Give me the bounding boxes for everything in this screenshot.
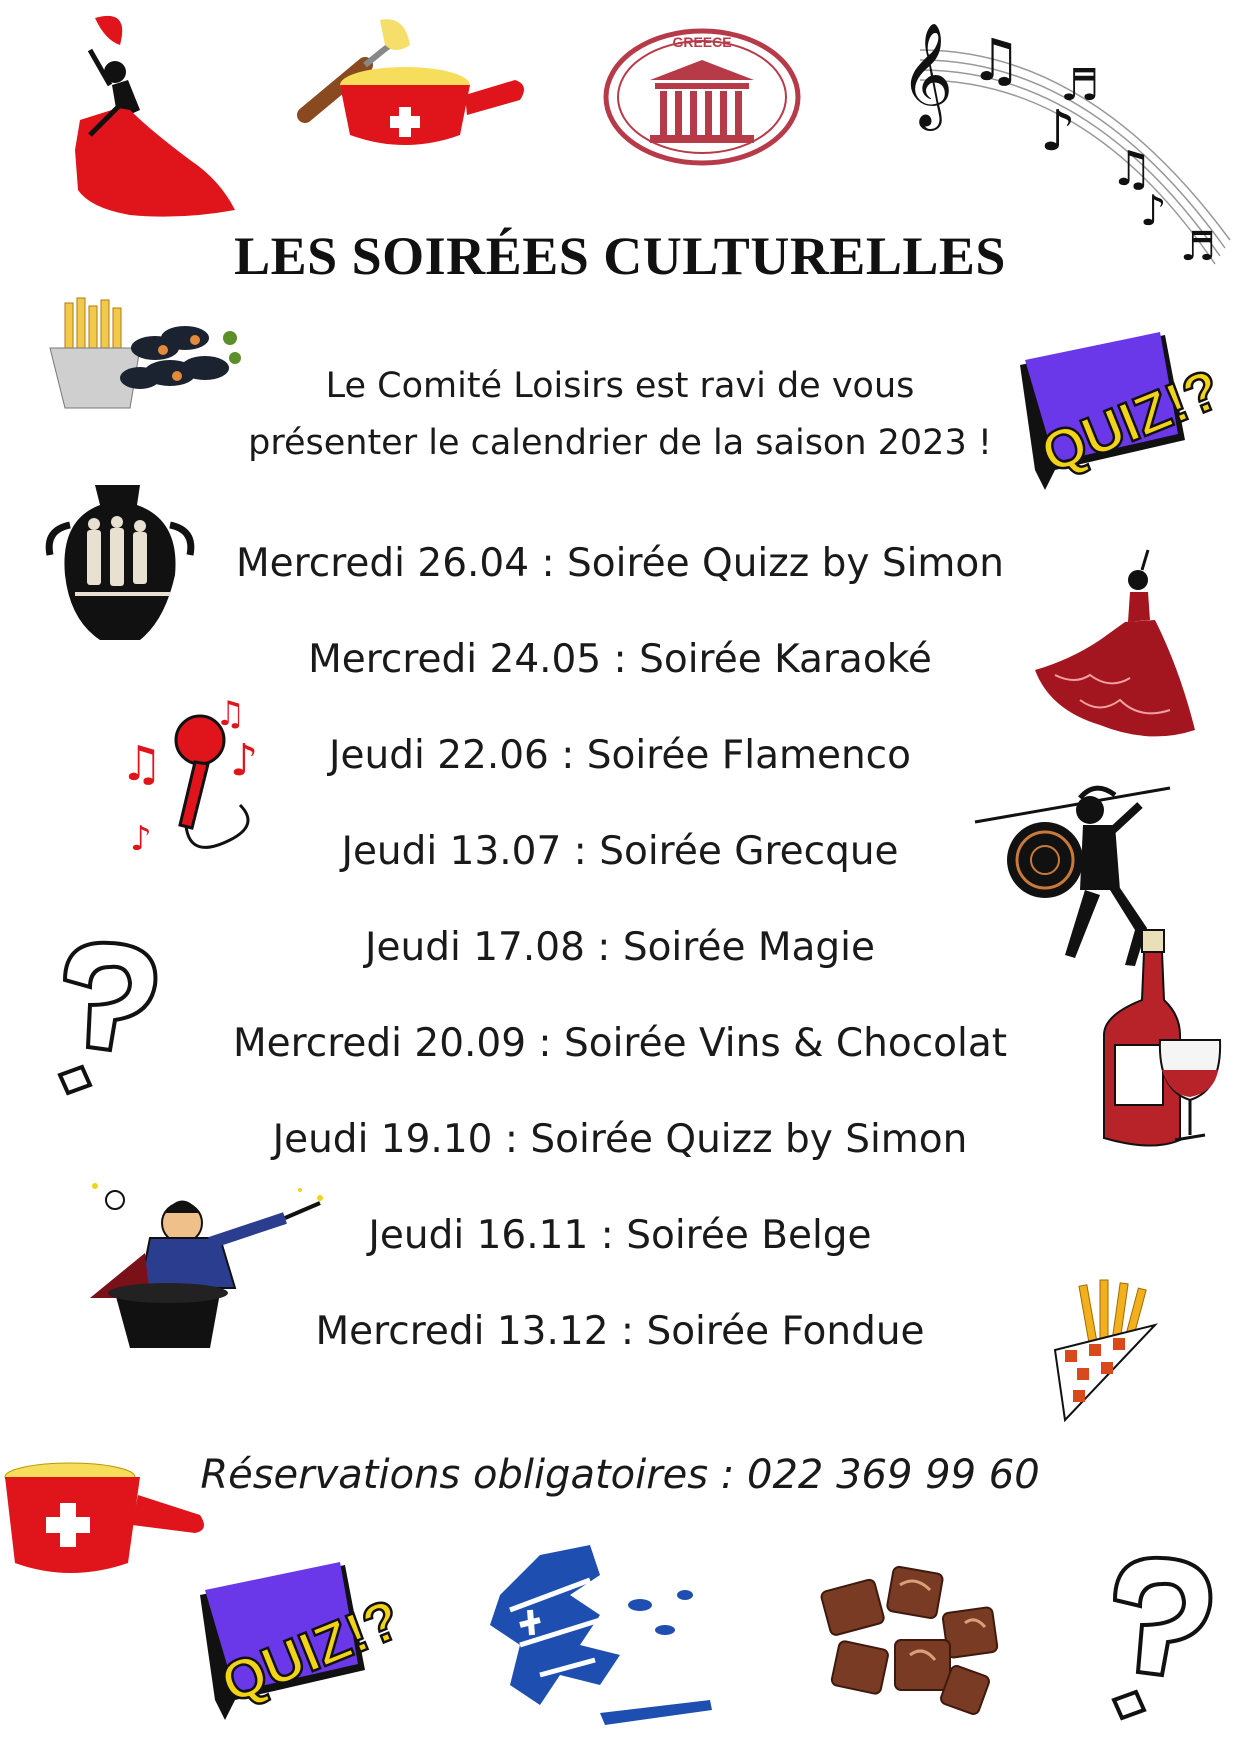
quiz-badge-icon	[1015, 330, 1229, 490]
event-item: Jeudi 16.11 : Soirée Belge	[368, 1213, 872, 1258]
event-item: Mercredi 13.12 : Soirée Fondue	[315, 1309, 925, 1354]
stamp-label: GREECE	[672, 34, 732, 50]
music-notes-icon	[890, 10, 1240, 280]
svg-text:♫: ♫	[215, 694, 246, 734]
intro-line: présenter le calendrier de la saison 2023 !	[248, 423, 992, 463]
greece-stamp-icon	[600, 25, 805, 170]
svg-text:𝄞: 𝄞	[900, 22, 954, 127]
svg-text:♪: ♪	[1040, 99, 1076, 164]
svg-text:♫: ♫	[1110, 141, 1154, 197]
event-item: Mercredi 20.09 : Soirée Vins & Chocolat	[232, 1021, 1008, 1066]
quiz-badge-label: QUIZ!?	[1032, 356, 1229, 486]
chocolates-icon	[815, 1565, 1015, 1725]
page-title: LES SOIRÉES CULTURELLES	[234, 226, 1006, 286]
event-item: Jeudi 19.10 : Soirée Quizz by Simon	[272, 1117, 968, 1162]
event-item: Jeudi 13.07 : Soirée Grecque	[341, 829, 899, 874]
svg-text:♪: ♪	[130, 819, 152, 859]
event-item: Jeudi 22.06 : Soirée Flamenco	[329, 733, 911, 778]
question-mark-icon	[50, 935, 170, 1095]
quiz-badge-icon	[195, 1560, 409, 1725]
quiz-badge-label: QUIZ!?	[212, 1586, 409, 1716]
svg-text:♬: ♬	[1180, 224, 1216, 270]
event-item: Mercredi 26.04 : Soirée Quizz by Simon	[235, 541, 1004, 586]
magician-icon	[90, 1178, 325, 1353]
svg-text:♫: ♫	[120, 736, 164, 792]
svg-text:♬: ♬	[1060, 60, 1100, 111]
svg-text:♪: ♪	[1140, 186, 1167, 235]
intro-line: Le Comité Loisirs est ravi de vous	[325, 366, 915, 406]
karaoke-microphone-icon	[120, 690, 285, 865]
question-mark-icon	[1100, 1550, 1225, 1720]
event-item: Jeudi 17.08 : Soirée Magie	[365, 925, 875, 970]
fries-cone-icon	[1045, 1280, 1180, 1430]
flamenco-dancer-icon	[70, 10, 240, 220]
svg-text:♫: ♫	[970, 26, 1022, 94]
greece-map-icon	[480, 1535, 730, 1735]
svg-text:♪: ♪	[230, 735, 259, 786]
greek-amphora-icon	[45, 480, 205, 645]
reservation-note: Réservations obligatoires : 022 369 99 60	[200, 1452, 1040, 1498]
wine-bottle-glass-icon	[1100, 930, 1225, 1155]
intro-text	[220, 358, 1020, 472]
fondue-pot-icon	[295, 15, 535, 165]
mussels-fries-icon	[45, 298, 245, 418]
flamenco-dress-icon	[1030, 550, 1200, 745]
swiss-fondue-pot-icon	[0, 1455, 210, 1580]
event-item: Mercredi 24.05 : Soirée Karaoké	[308, 637, 932, 682]
